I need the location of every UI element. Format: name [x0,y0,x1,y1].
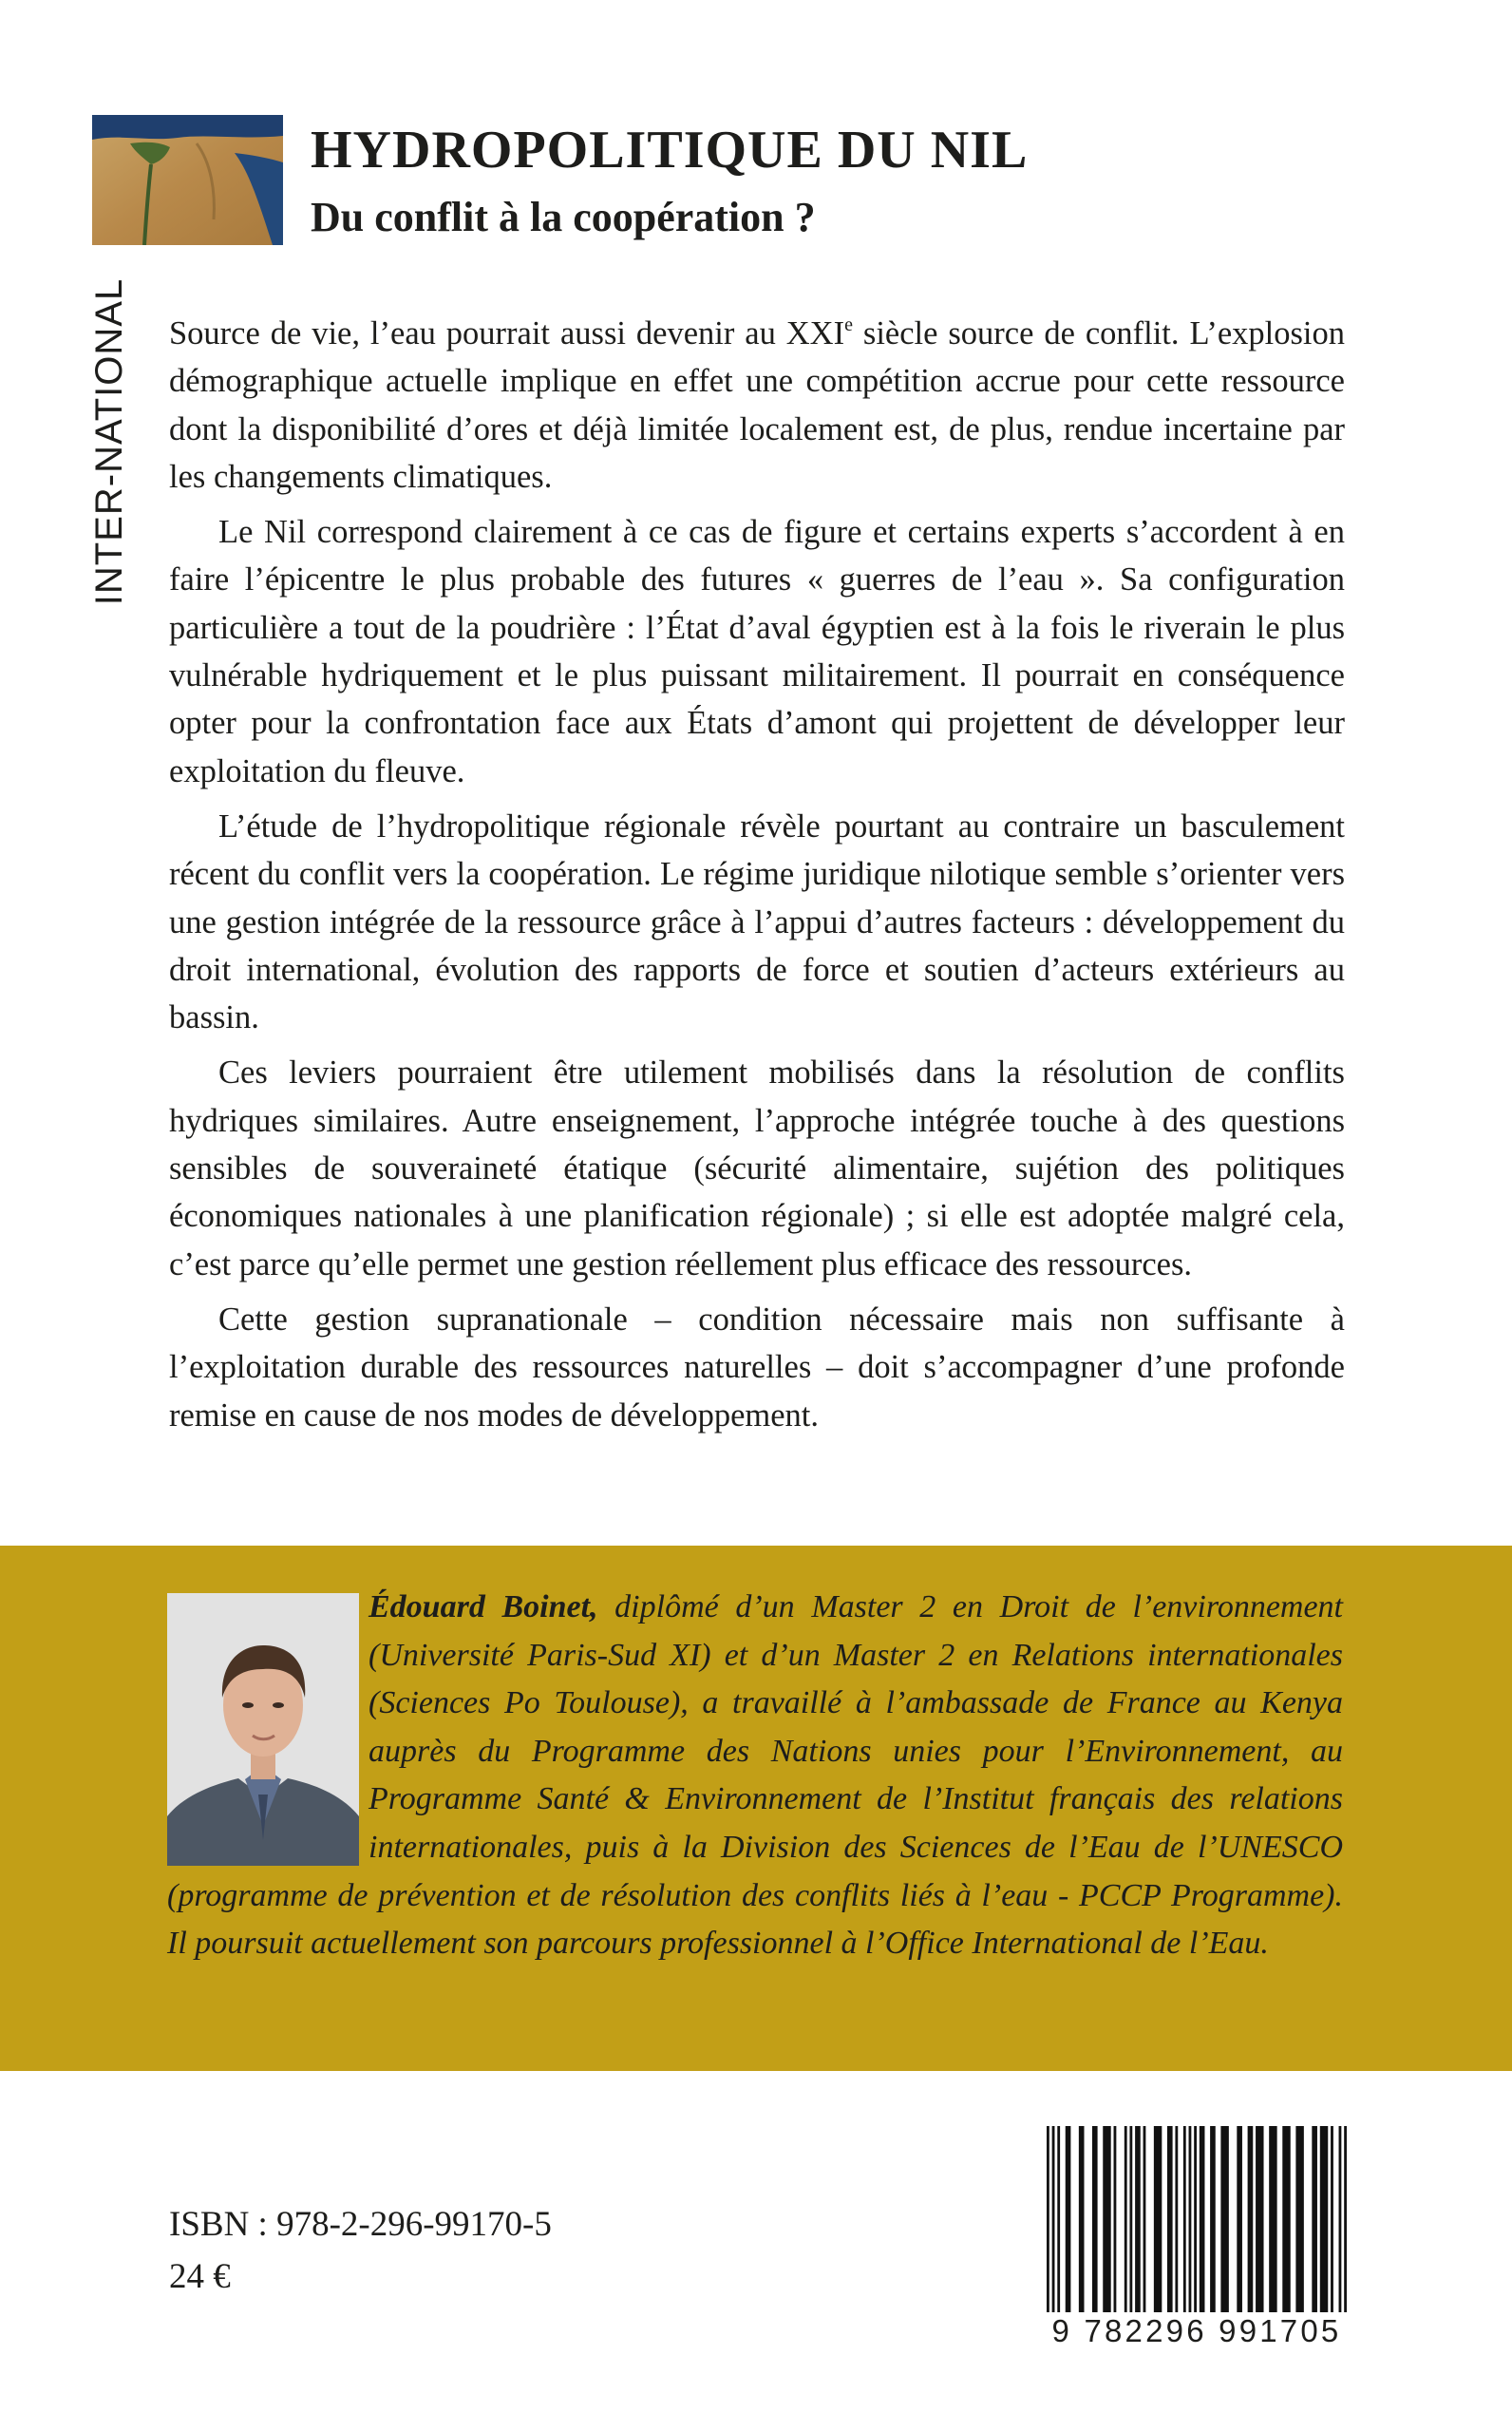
summary-paragraph-5: Cette gestion supranationale – condition nécessaire mais non suffisante à l’exploitation durable des ressources naturelles – doit s’accompagner d’une profonde remise en cause de nos modes de développement. [169,1301,1345,1434]
book-summary [169,310,1345,1447]
barcode-bar [1129,2126,1132,2312]
barcode-bar [1344,2126,1347,2312]
barcode-bars-icon [1044,2126,1350,2312]
barcode-digits: 9 782296 991705 [1051,2313,1342,2348]
nile-satellite-map-icon [92,115,283,245]
barcode-bar [1194,2126,1197,2312]
barcode-bar [1312,2126,1317,2312]
barcode-bar [1079,2126,1085,2312]
price-text: 24 € [169,2257,231,2296]
barcode-bar [1103,2126,1110,2312]
book-subtitle: Du conflit à la coopération ? [311,194,816,240]
barcode-bar [1248,2126,1254,2312]
book-title: HYDROPOLITIQUE DU NIL [311,121,1029,180]
barcode-bar [1167,2126,1173,2312]
barcode-bar [1047,2126,1049,2312]
barcode-bar [1339,2126,1342,2312]
barcode-bar [1154,2126,1162,2312]
barcode-bar [1114,2126,1117,2312]
century-superscript: e [844,314,853,335]
summary-paragraph-4: Ces leviers pourraient être utilement mobilisés dans la résolution de conflits hydriques similaires. Autre enseignement, l’approche intégrée touche à des questions sensibles de souveraineté étatique (sécurité alimentaire, sujétion des politiques économiques nationales à une planification régionale) ; si elle est adoptée malgré cela, c’est parce qu’elle permet une gestion réellement plus efficace des ressources. [169,1054,1345,1282]
barcode-bar [1331,2126,1333,2312]
barcode-bar [1282,2126,1290,2312]
barcode-bar [1320,2126,1328,2312]
summary-paragraph-1: Source de vie, l’eau pourrait aussi devenir au XXIe siècle source de conflit. L’explosion démographique actuelle implique en effet une compétition accrue pour cette ressource dont la disponibilité d’ores et déjà limitée localement est, de plus, rendue incertaine par les changements climatiques. [169,314,1345,495]
barcode-bar [1220,2126,1228,2312]
barcode [1044,2126,1350,2354]
summary-paragraph-3: L’étude de l’hydropolitique régionale révèle pourtant au contraire un basculement récent du conflit vers la coopération. Le régime juridique nilotique semble s’orienter vers une gestion intégrée de la ressource grâce à l’appui d’autres facteurs : développement du droit international, évolution des rapports de force et soutien d’acteurs extérieurs au bassin. [169,807,1345,1036]
barcode-bar [1175,2126,1178,2312]
summary-paragraph-2: Le Nil correspond clairement à ce cas de figure et certains experts s’accordent à en faire l’épicentre le plus probable des futures « guerres de l’eau ». Sa configuration particulière a tout de la poudrière : l’État d’aval égyptien est à la fois le riverain le plus vulnérable hydriquement et le plus puissant militairement. Il pourrait en conséquence opter pour la confrontation face aux États d’amont qui projettent de développer leur exploitation du fleuve. [169,514,1345,789]
barcode-bar [1052,2126,1055,2312]
isbn-text: ISBN : 978-2-296-99170-5 [169,2205,552,2244]
barcode-bar [1092,2126,1098,2312]
barcode-bar [1183,2126,1186,2312]
barcode-bar [1143,2126,1146,2312]
barcode-bar [1237,2126,1242,2312]
collection-label: INTER-NATIONAL [88,277,130,606]
barcode-bar [1210,2126,1216,2312]
author-bio-text: diplômé d’un Master 2 en Droit de l’environnement (Université Paris-Sud XI) et d’un Master 2 en Relations internationales (Sciences Po Toulouse), a travaillé à l’ambassade de France au Kenya auprès du Programme des Nations unies pour l’Environnement, au Programme Santé & Environnement de l’Institut français des relations internationales, puis à la Division des Sciences de l’Eau de l’UNESCO (programme de prévention et de résolution des conflits liés à l’eau - PCCP Programme). Il poursuit actuellement son parcours professionnel à l’Office International de l’Eau. [167,1589,1343,1962]
barcode-bar [1269,2126,1276,2312]
nile-satellite-thumbnail [92,115,283,245]
barcode-bar [1256,2126,1263,2312]
barcode-bar [1200,2126,1205,2312]
author-biography [167,1584,1343,1968]
barcode-bar [1295,2126,1303,2312]
barcode-bar [1066,2126,1071,2312]
barcode-bar [1135,2126,1141,2312]
barcode-bar [1057,2126,1060,2312]
barcode-bar [1189,2126,1192,2312]
author-name: Édouard Boinet, [369,1589,598,1624]
barcode-bar [1125,2126,1127,2312]
